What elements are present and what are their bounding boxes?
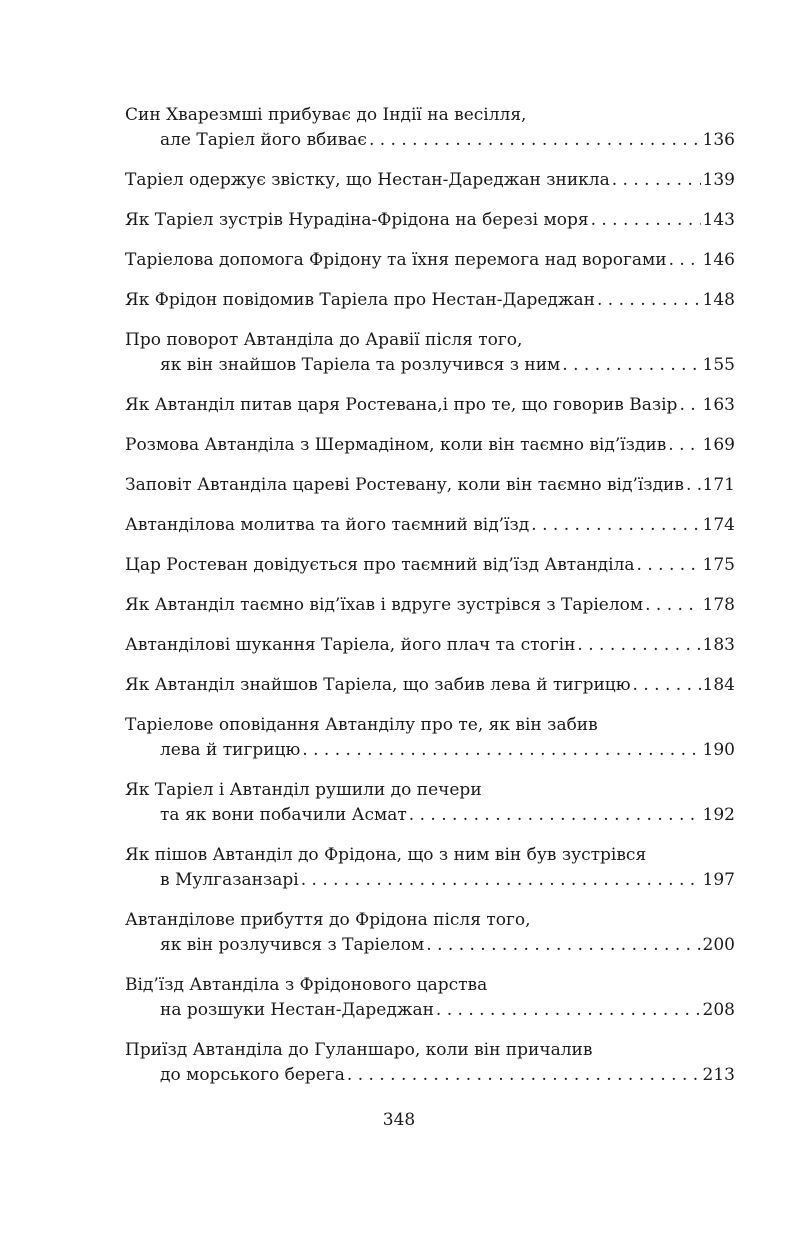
toc-entry-title: Таріел одержує звістку, що Нестан-Дареджан зникла [125,170,610,190]
toc-entry-title: але Таріел його вбиває [160,130,367,150]
toc-entry-title: Заповіт Автанділа цареві Ростевану, коли він таємно від’їздив [125,475,684,495]
toc-entry-page: 139 [702,170,735,190]
toc-entry [125,713,735,763]
toc-entry-line [125,208,735,233]
dot-leader [302,738,700,763]
toc-entry-page: 175 [702,555,735,575]
toc-entry-line [125,473,735,498]
toc-entry-page: 163 [702,395,735,415]
toc-entry [125,393,735,418]
dot-leader [686,473,701,498]
toc-entry-line [125,248,735,273]
toc-entry-page: 183 [702,635,735,655]
toc-entry-line [125,353,735,378]
toc-entry-title-line: Від’їзд Автанділа з Фрідонового царства [125,975,488,995]
toc-entry-line [125,168,735,193]
toc-entry [125,168,735,193]
table-of-contents [125,103,735,1103]
toc-entry-title: Розмова Автанділа з Шермадіном, коли він таємно від’їздив [125,435,667,455]
toc-entry [125,553,735,578]
toc-entry-page: 197 [702,870,735,890]
toc-entry-page: 184 [702,675,735,695]
toc-entry-title: Як Автанділ знайшов Таріела, що забив лева й тигрицю [125,675,631,695]
toc-entry-page: 146 [702,250,735,270]
toc-entry-page: 155 [702,355,735,375]
toc-entry-title: як він розлучився з Таріелом [160,935,425,955]
toc-entry-line [125,803,735,828]
toc-entry-page: 190 [702,740,735,760]
toc-entry [125,673,735,698]
toc-entry-page: 169 [702,435,735,455]
toc-entry-page: 192 [702,805,735,825]
toc-entry-title: на розшуки Нестан-Дареджан [160,1000,434,1020]
toc-entry-line [125,673,735,698]
toc-entry-page: 178 [702,595,735,615]
dot-leader [436,998,701,1023]
toc-entry-line [125,998,735,1023]
page-number: 348 [382,1110,416,1130]
toc-entry-title-line: Приїзд Автанділа до Гуланшаро, коли він причалив [125,1040,593,1060]
toc-entry-page: 136 [702,130,735,150]
toc-entry-page: 200 [702,935,735,955]
toc-entry-line [125,128,735,153]
toc-entry-title-line: Автанділове прибуття до Фрідона після того, [125,910,531,930]
dot-leader [562,353,700,378]
dot-leader [426,933,700,958]
toc-entry-page: 208 [702,1000,735,1020]
toc-entry-title: Як Таріел зустрів Нурадіна-Фрідона на березі моря [125,210,589,230]
toc-entry-title: як він знайшов Таріела та розлучився з ним [160,355,561,375]
toc-entry-line [125,1063,735,1088]
dot-leader [597,288,701,313]
toc-entry [125,328,735,378]
toc-entry [125,843,735,893]
dot-leader [612,168,701,193]
toc-entry-line [125,553,735,578]
toc-entry-title: в Мулгазанзарі [160,870,299,890]
toc-entry [125,973,735,1023]
toc-entry [125,908,735,958]
dot-leader [577,633,700,658]
toc-entry-title-line: Про поворот Автанділа до Аравії після того, [125,330,523,350]
toc-entry-line [125,633,735,658]
toc-entry-title-line: Як Таріел і Автанділ рушили до печери [125,780,482,800]
dot-leader [637,553,701,578]
dot-leader [645,593,700,618]
toc-entry-title: Цар Ростеван довідується про таємний від’їзд Автанділа [125,555,635,575]
toc-entry-line [125,288,735,313]
toc-entry-title: Таріелова допомога Фрідону та їхня перемога над ворогами [125,250,667,270]
toc-entry-page: 213 [702,1065,735,1085]
toc-entry-line [125,868,735,893]
dot-leader [679,393,700,418]
toc-entry-page: 171 [702,475,735,495]
dot-leader [668,433,700,458]
toc-entry-title-line: Таріелове оповідання Автанділу про те, як він забив [125,715,598,735]
toc-entry-line [125,513,735,538]
toc-entry [125,208,735,233]
toc-entry-title: лева й тигрицю [160,740,301,760]
toc-entry-title-line: Син Хварезмші прибуває до Індії на весілля, [125,105,527,125]
toc-entry-title: Як Автанділ таємно від’їхав і вдруге зустрівся з Таріелом [125,595,644,615]
toc-entry-title-line: Як пішов Автанділ до Фрідона, що з ним він був зустрівся [125,845,647,865]
toc-entry-line [125,593,735,618]
toc-entry-page: 143 [702,210,735,230]
dot-leader [369,128,701,153]
toc-entry-line [125,393,735,418]
toc-entry [125,778,735,828]
toc-entry-title: та як вони побачили Асмат [160,805,407,825]
toc-entry-title: Автанділова молитва та його таємний від’їзд [125,515,530,535]
toc-entry [125,473,735,498]
toc-entry [125,593,735,618]
toc-entry-title: Як Фрідон повідомив Таріела про Нестан-Дареджан [125,290,595,310]
dot-leader [591,208,701,233]
toc-entry [125,1038,735,1088]
toc-entry-line [125,433,735,458]
dot-leader [409,803,701,828]
dot-leader [347,1063,701,1088]
dot-leader [633,673,701,698]
toc-entry-page: 174 [702,515,735,535]
toc-entry [125,288,735,313]
toc-entry [125,248,735,273]
toc-entry-title: Як Автанділ питав царя Ростевана,і про те, що говорив Вазір [125,395,678,415]
toc-entry-line [125,933,735,958]
toc-entry-title: Автанділові шукання Таріела, його плач та стогін [125,635,576,655]
toc-entry [125,103,735,153]
dot-leader [301,868,701,893]
toc-entry-line [125,738,735,763]
toc-entry-page: 148 [702,290,735,310]
dot-leader [531,513,700,538]
toc-entry-title: до морського берега [160,1065,345,1085]
toc-entry [125,633,735,658]
toc-entry [125,433,735,458]
toc-entry [125,513,735,538]
dot-leader [669,248,701,273]
